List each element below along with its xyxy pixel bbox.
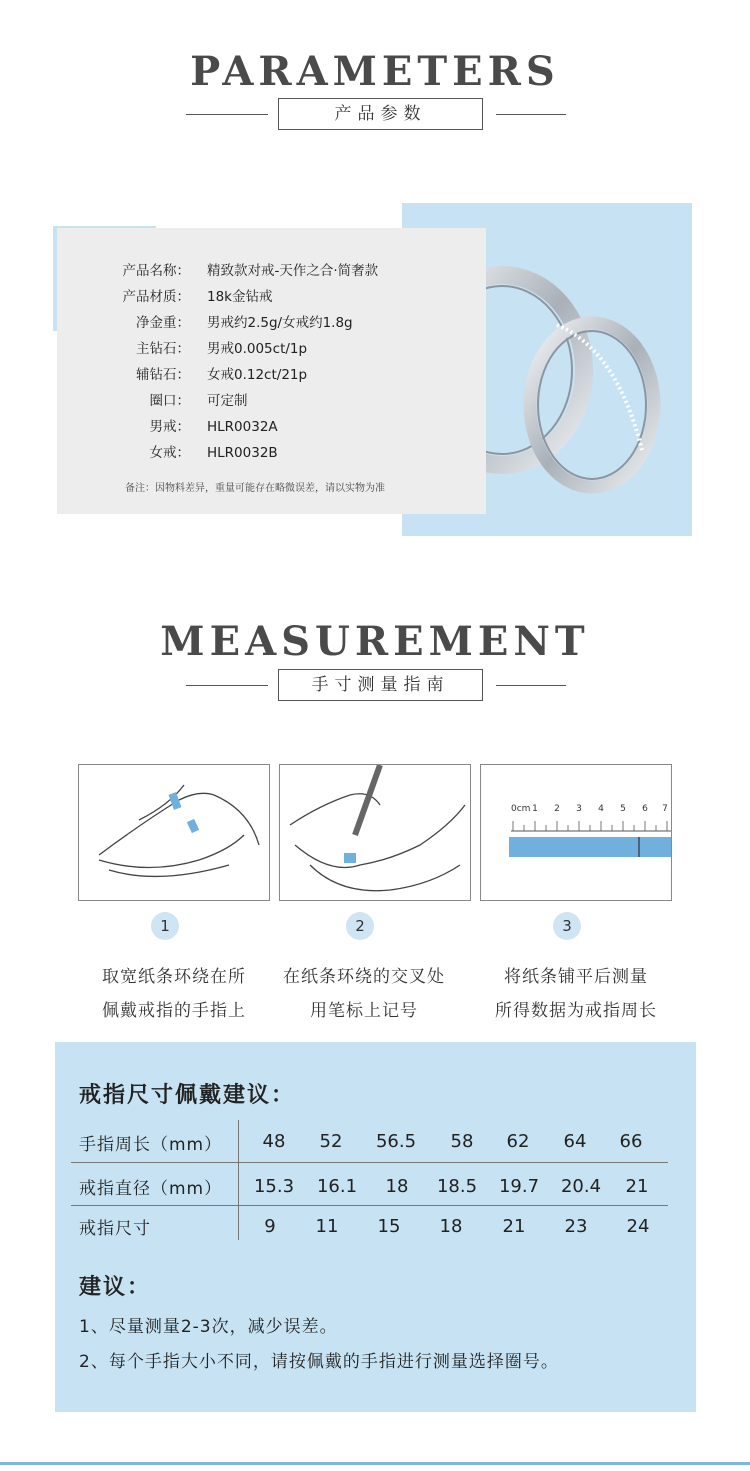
table-cell: 56.5 [375,1131,417,1152]
table-cell: 48 [262,1131,286,1152]
divider-right [496,114,566,115]
parameters-title: PARAMETERS [190,48,560,95]
divider-right [496,685,566,686]
table-cell: 18 [385,1176,409,1197]
table-cell: 58 [450,1131,474,1152]
param-value: 男戒约2.5g/女戒约1.8g [207,315,353,331]
step-3-image [480,764,672,901]
table-cell: 52 [319,1131,343,1152]
param-row-name [57,258,486,284]
table-rule [71,1162,668,1163]
table-cell: 64 [563,1131,587,1152]
param-row-weight [57,310,486,336]
param-value: 精致款对戒-天作之合·简奢款 [207,263,379,279]
param-value: 男戒0.005ct/1p [207,341,308,357]
ruler-tick: 2 [554,804,560,814]
param-row-size [57,388,486,414]
ruler-tick: 4 [598,804,604,814]
advice-item-2: 2、每个手指大小不同，请按佩戴的手指进行测量选择圈号。 [79,1352,559,1372]
table-cell: 62 [506,1131,530,1152]
param-label: 女戒： [149,445,190,461]
param-value: HLR0032A [207,419,278,435]
table-row-label: 手指周长（mm） [79,1135,223,1155]
step-2-number: 2 [346,912,374,940]
table-cell: 23 [564,1216,588,1237]
table-cell: 9 [264,1216,276,1237]
param-label: 主钻石： [136,341,190,357]
ruler-unit: 0cm [511,804,531,814]
parameters-panel [57,228,486,514]
param-row-mens [57,414,486,440]
table-row-label: 戒指直径（mm） [79,1179,223,1199]
param-label: 辅钻石： [136,367,190,383]
hand-wrap-icon [79,765,269,900]
table-cell: 20.4 [560,1176,602,1197]
size-panel [55,1042,696,1412]
step-3-line2: 所得数据为戒指周长 [495,1001,657,1021]
param-value: 女戒0.12ct/21p [207,367,308,383]
step-1-number: 1 [151,912,179,940]
table-cell: 21 [502,1216,526,1237]
step-3-number: 3 [553,912,581,940]
table-cell: 19.7 [498,1176,540,1197]
hand-pen-icon [280,765,470,900]
table-cell: 15 [377,1216,401,1237]
table-cell: 24 [626,1216,650,1237]
param-label: 男戒： [149,419,190,435]
divider-left [186,685,268,686]
ruler-tick: 1 [532,804,538,814]
table-cell: 16.1 [316,1176,358,1197]
advice-title: 建议： [79,1275,152,1300]
param-value: 可定制 [207,393,248,409]
param-label: 产品名称： [122,263,190,279]
step-2-line2: 用笔标上记号 [310,1001,418,1021]
param-label: 圈口： [149,393,190,409]
step-2-image [279,764,471,901]
table-cell: 18 [439,1216,463,1237]
param-row-material [57,284,486,310]
measurement-subtitle: 手寸测量指南 [278,669,483,701]
paper-strip [509,837,671,857]
bottom-divider [0,1462,750,1465]
table-cell: 21 [625,1176,649,1197]
table-cell: 11 [315,1216,339,1237]
step-1-line2: 佩戴戒指的手指上 [102,1001,246,1021]
table-cell: 66 [619,1131,643,1152]
ruler-tick: 6 [642,804,648,814]
advice-item-1: 1、尽量测量2-3次，减少误差。 [79,1317,338,1337]
param-label: 产品材质： [122,289,190,305]
param-row-main-diamond [57,336,486,362]
param-row-side-diamond [57,362,486,388]
table-cell: 15.3 [253,1176,295,1197]
parameters-subtitle: 产品参数 [278,98,483,130]
step-1-line1: 取宽纸条环绕在所 [102,967,246,987]
ruler-icon [481,765,671,900]
ruler-tick: 7 [662,804,668,814]
step-2-line1: 在纸条环绕的交叉处 [283,967,445,987]
ruler-tick: 5 [620,804,626,814]
param-value: 18k金钻戒 [207,289,273,305]
table-row-label: 戒指尺寸 [79,1219,151,1239]
step-1-image [78,764,270,901]
size-title: 戒指尺寸佩戴建议： [79,1083,296,1108]
step-3-line1: 将纸条铺平后测量 [504,967,648,987]
ruler-tick: 3 [576,804,582,814]
table-rule [71,1205,668,1206]
param-label: 净金重： [136,315,190,331]
divider-left [186,114,268,115]
table-divider [238,1120,239,1240]
measurement-title: MEASUREMENT [160,618,590,665]
param-value: HLR0032B [207,445,278,461]
womens-ring [530,323,654,487]
param-note: 备注：因物料差异，重量可能存在略微误差，请以实物为准 [125,483,385,494]
param-row-womens [57,440,486,466]
table-cell: 18.5 [436,1176,478,1197]
